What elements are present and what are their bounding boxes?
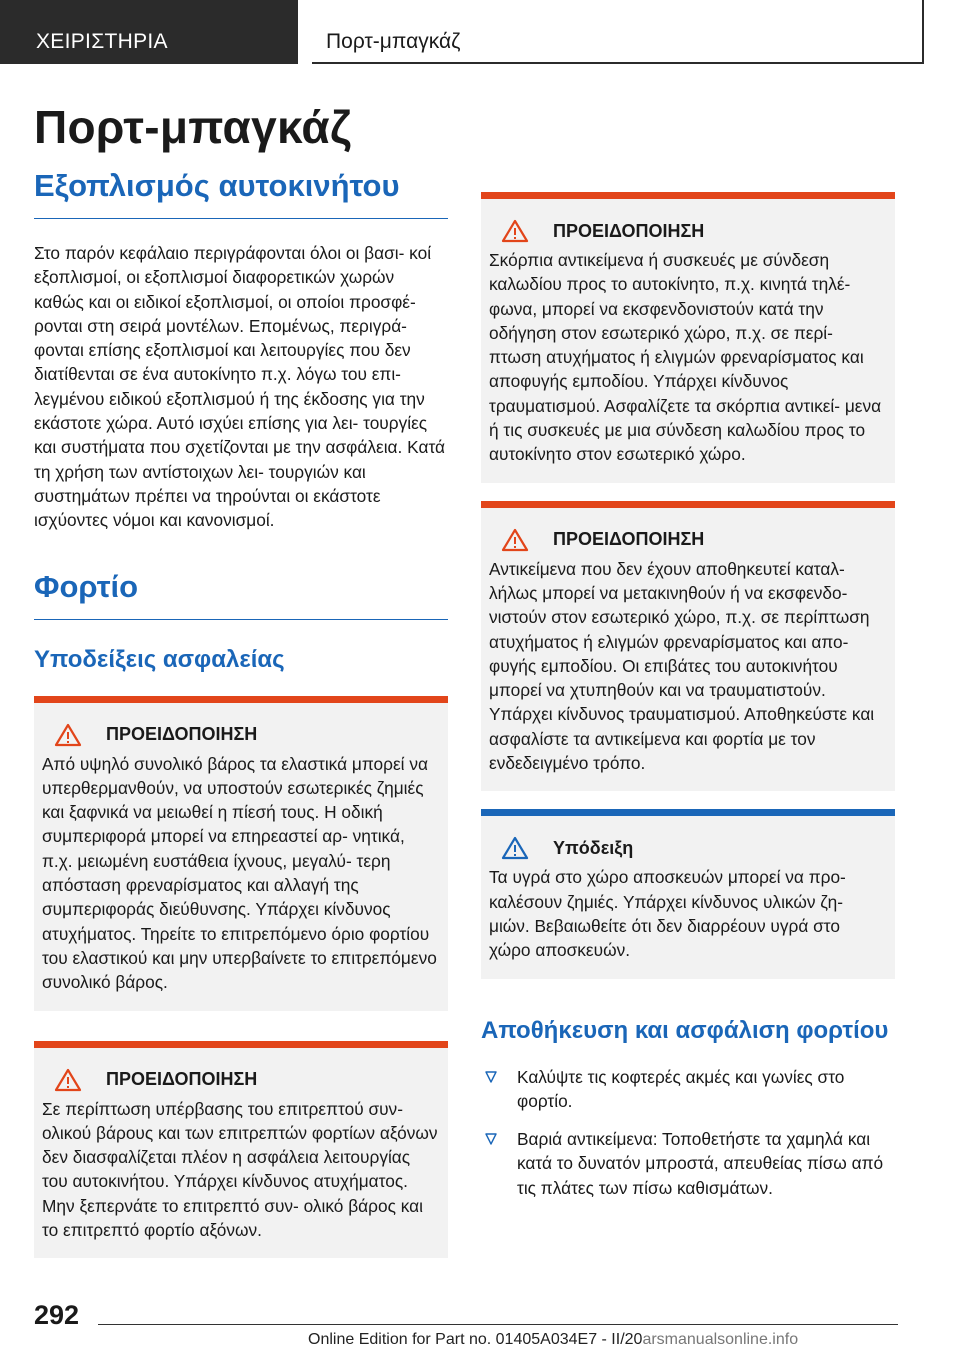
page-number: 292: [34, 1300, 80, 1330]
warning-text: Αντικείμενα που δεν έχουν αποθηκευτεί καταλ‐ λήλως μπορεί να μετακινηθούν ή να εκσφενδο‐ νιστούν στον εσωτερικό χώρο, π.χ. σε περίπτωση ατυχήματος ή ελιγμών φρεναρίσματος και απο‐ φυγής εμποδίου. Οι επιβάτες του αυτοκινήτου μπορεί να χτυπηθούν και να τραυματιστούν. Υπάρχει κίνδυνος τραυματισμού. Αποθηκεύστε και ασφαλίστε τα αντικείμενα και φορτία με τον ενδεδειγμένο τρόπο.: [489, 558, 875, 774]
footer-edition: [308, 1331, 798, 1349]
list-item-text: Καλύψτε τις κοφτερές ακμές και γωνίες στο φορτίο.: [517, 1066, 845, 1111]
notice-triangle-icon: [501, 836, 529, 860]
warning-title: ΠΡΟΕΙΔΟΠΟΙΗΣΗ: [106, 1069, 258, 1090]
page-title: Πορτ-μπαγκάζ: [34, 101, 352, 153]
notice-text: Τα υγρά στο χώρο αποσκευών μπορεί να προ‐ καλέσουν ζημιές. Υπάρχει κίνδυνος υλικών ζη‐ μιών. Βεβαιωθείτε ότι δεν διαρρέουν υγρά στο χώρο αποσκευών.: [489, 867, 846, 961]
warning-triangle-icon: [54, 1068, 82, 1092]
warning-title: ΠΡΟΕΙΔΟΠΟΙΗΣΗ: [553, 220, 705, 241]
warning-box-axle-load: [34, 1041, 448, 1259]
warning-box-loose-objects: [481, 192, 895, 483]
warning-title: ΠΡΟΕΙΔΟΠΟΙΗΣΗ: [553, 529, 705, 550]
heading-storage: Αποθήκευση και ασφάλιση φορτίου: [481, 1016, 889, 1044]
footer-divider: [98, 1324, 898, 1325]
list-item-text: Βαριά αντικείμενα: Τοποθετήστε τα χαμηλά και κατά το δυνατόν μπροστά, απευθείας πίσω από τις πλάτες των πίσω καθισμάτων.: [517, 1129, 884, 1198]
warning-triangle-icon: [54, 723, 82, 747]
heading-cargo: Φορτίο: [34, 569, 448, 620]
warning-triangle-icon: [501, 219, 529, 243]
warning-title: ΠΡΟΕΙΔΟΠΟΙΗΣΗ: [106, 724, 258, 745]
notice-box-liquids: [481, 809, 895, 978]
warning-box-tyres: [34, 696, 448, 1011]
list-item: [481, 1065, 895, 1114]
heading-safety-notes: Υποδείξεις ασφαλείας: [34, 645, 285, 673]
storage-list: [481, 1065, 895, 1200]
header-section: ΧΕΙΡΙΣΤΗΡΙΑ: [0, 0, 298, 64]
page-header: [0, 0, 960, 64]
warning-triangle-icon: [501, 528, 529, 552]
list-item: [481, 1127, 895, 1200]
bullet-triangle-icon: [485, 1133, 497, 1145]
warning-text: Σε περίπτωση υπέρβασης του επιτρεπτού συν‐ ολικού βάρους και των επιτρεπτών φορτίων αξόνων δεν διασφαλίζεται πλέον η ασφάλεια λειτουργίας του αυτοκινήτου. Υπάρχει κίνδυνος ατυχήματος. Μην ξεπερνάτε το επιτρεπτό συν‐ ολικό βάρος και το επιτρεπτό φορτίο αξόνων.: [42, 1098, 438, 1241]
edition-text: Online Edition for Part no. 01405A034E7 - II/20: [308, 1331, 643, 1348]
watermark-text: arsmanualsonline.info: [642, 1331, 799, 1348]
warning-text: Από υψηλό συνολικό βάρος τα ελαστικά μπορεί να υπερθερμανθούν, να υποστούν εσωτερικές ζημιές και ξαφνικά να μειωθεί η πίεσή τους. Η οδική συμπεριφορά μπορεί να επηρεαστεί αρ‐ νητικά, π.χ. μειωμένη ευστάθεια ίχνους, μεγαλύ‐ τερη απόσταση φρεναρίσματος και αλλαγή της συμπεριφοράς διεύθυνσης. Υπάρχει κίνδυνος ατυχήματος. Τηρείτε το επιτρεπόμενο όριο φορτίου του ελαστικού και μην υπερβαίνετε το επιτρεπόμενο συνολικό βάρος.: [42, 753, 437, 993]
left-column: [34, 168, 448, 1258]
warning-box-unsecured-objects: [481, 501, 895, 792]
notice-title: Υπόδειξη: [553, 837, 634, 858]
warning-text: Σκόρπια αντικείμενα ή συσκευές με σύνδεση καλωδίου προς το αυτοκίνητο, π.χ. κινητά τηλέ‐ φωνα, μπορεί να εκσφενδονιστούν κατά την οδήγηση στον εσωτερικό χώρο, π.χ. σε περί‐ πτωση ατυχήματος ή ελιγμών φρεναρίσματος και αποφυγής εμποδίου. Υπάρχει κίνδυνος τραυματισμού. Ασφαλίζετε τα σκόρπια αντικεί‐ μενα ή τις συσκευές με μια σύνδεση καλωδίου προς το αυτοκίνητο στον εσωτερικό χώρο.: [489, 250, 882, 465]
right-column: [481, 192, 895, 1214]
heading-equipment: Εξοπλισμός αυτοκινήτου: [34, 168, 448, 219]
paragraph-equipment: Στο παρόν κεφάλαιο περιγράφονται όλοι οι βασι‐ κοί εξοπλισμοί, οι εξοπλισμοί διαφορετικών χωρών καθώς και οι ειδικοί εξοπλισμοί, οι οποίοι προσφέ‐ ρονται στη σειρά μοντέλων. Επομένως, περιγρά‐ φονται επίσης εξοπλισμοί και λειτουργίες που δεν διατίθενται σε ένα αυτοκίνητο π.χ. λόγω του επι‐ λεγμένου ειδικού εξοπλισμού ή της έκδοσης για την εκάστοτε χώρα. Αυτό ισχύει επίσης για λει‐ τουργίες και συστήματα που σχετίζονται με την ασφάλεια. Κατά τη χρήση των αντίστοιχων λει‐ τουργιών και συστημάτων πρέπει να τηρούνται οι εκάστοτε ισχύοντες νόμοι και κανονισμοί.: [34, 243, 446, 531]
bullet-triangle-icon: [485, 1071, 497, 1083]
header-chapter: Πορτ-μπαγκάζ: [312, 0, 924, 64]
